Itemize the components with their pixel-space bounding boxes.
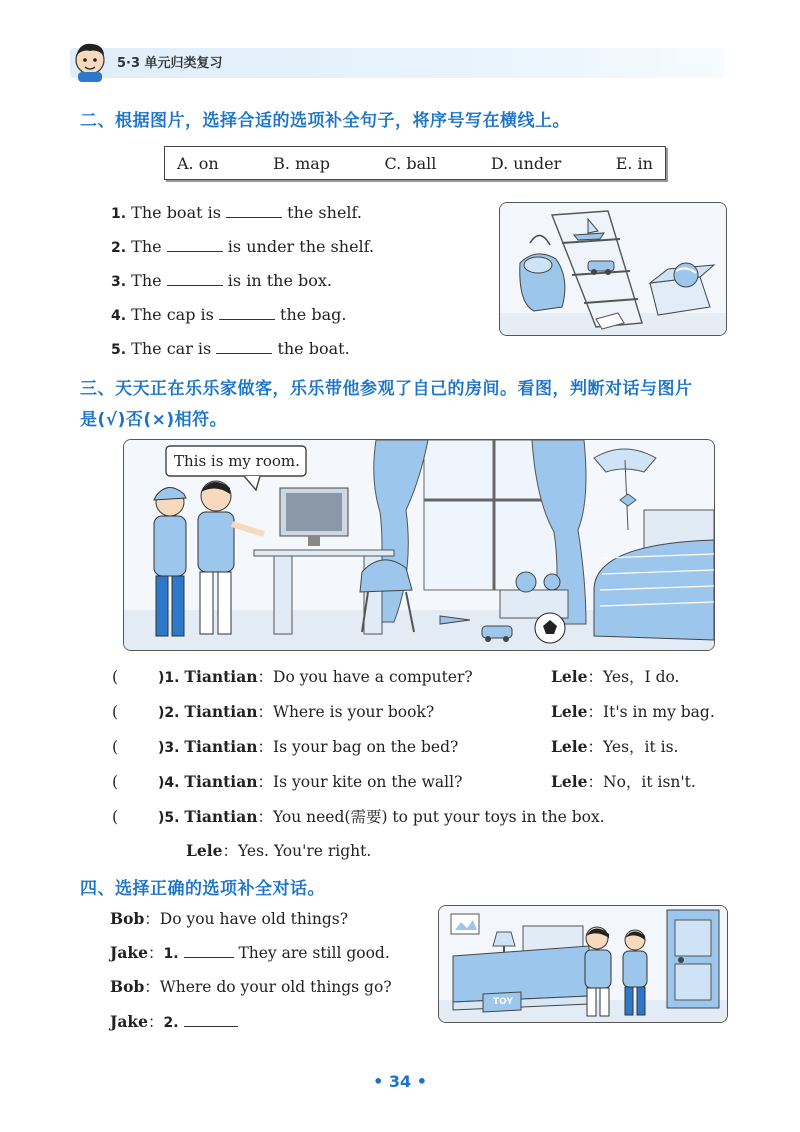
dialogue-line-2 [110, 941, 390, 963]
section-2-title: 二、根据图片，选择合适的选项补全句子，将序号写在横线上。 [80, 111, 570, 131]
question-5 [111, 339, 350, 358]
answer-blank[interactable] [219, 307, 275, 320]
student-avatar-icon [70, 40, 110, 82]
item-number: )1. [158, 670, 180, 686]
speaker-name: Lele [551, 702, 588, 721]
dialogue-text: ：Do you have a computer? [257, 668, 473, 686]
options-box [164, 146, 666, 180]
answer-blank[interactable] [167, 239, 223, 252]
question-number: 2. [111, 240, 127, 256]
speaker-name: Bob [110, 977, 145, 996]
page-number: • 34 • [373, 1072, 427, 1091]
question-number: 1. [111, 206, 127, 222]
reply-1 [551, 665, 680, 687]
reply-5 [186, 839, 371, 861]
shelf-illustration [500, 203, 726, 335]
speaker-name: Tiantian [184, 772, 258, 791]
option-a: A. on [177, 153, 219, 173]
reply-text: ：Yes. You're right. [222, 842, 372, 860]
question-number: 3. [111, 274, 127, 290]
item-number: )4. [158, 775, 180, 791]
answer-blank[interactable] [184, 945, 234, 958]
bedroom-illustration [439, 906, 727, 1022]
question-2 [111, 237, 374, 256]
option-e: E. in [615, 153, 653, 173]
speaker-name: Jake [110, 943, 148, 962]
speaker-name: Lele [186, 841, 223, 860]
speaker-name: Lele [551, 667, 588, 686]
toy-box-label: TOY [493, 997, 513, 1007]
answer-paren[interactable]: ( [112, 703, 119, 721]
question-4 [111, 305, 346, 324]
reply-text: ：No，it isn't. [587, 773, 696, 791]
reply-4 [551, 770, 696, 792]
dialogue-text: ：Where is your book? [257, 703, 435, 721]
unit-review-title: 5·3 单元归类复习 [117, 56, 223, 71]
dialogue-text: They are still good. [238, 944, 390, 962]
item-number: )5. [158, 810, 180, 826]
section-3-title-line1: 三、天天正在乐乐家做客，乐乐带他参观了自己的房间。看图，判断对话与图片 [80, 379, 693, 399]
question-text: The car is [131, 339, 212, 358]
shelf-picture [499, 202, 727, 336]
answer-blank[interactable] [184, 1014, 238, 1027]
dialogue-line-3 [110, 975, 392, 997]
answer-paren[interactable]: ( [112, 668, 119, 686]
reply-2 [551, 700, 715, 722]
judge-item-1 [112, 665, 473, 687]
question-text: is under the shelf. [227, 237, 375, 256]
section-3-title-line2: 是(√)否(×)相符。 [80, 410, 228, 430]
question-text: The [131, 271, 162, 290]
dialogue-text: ：Where do your old things go? [144, 978, 392, 996]
bedroom-picture [438, 905, 728, 1023]
dialogue-text: ：You need(需要) to put your toys in the box. [257, 808, 605, 826]
speaker-name: Lele [551, 772, 588, 791]
speaker-name: Lele [551, 737, 588, 756]
dialogue-text: ： [147, 944, 164, 962]
judge-item-3 [112, 735, 458, 757]
item-number: )2. [158, 705, 180, 721]
reply-text: ：Yes，it is. [587, 738, 679, 756]
answer-blank[interactable] [226, 205, 282, 218]
option-d: D. under [490, 153, 562, 173]
reply-text: ：Yes，I do. [587, 668, 680, 686]
section-4-title: 四、选择正确的选项补全对话。 [80, 879, 325, 899]
question-text: the bag. [280, 305, 347, 324]
speaker-name: Tiantian [184, 807, 258, 826]
dialogue-text: ：Is your kite on the wall? [257, 773, 463, 791]
answer-blank[interactable] [167, 273, 223, 286]
question-text: The [131, 237, 162, 256]
option-b: B. map [273, 153, 331, 173]
answer-paren[interactable]: ( [112, 738, 119, 756]
item-number: )3. [158, 740, 180, 756]
question-number: 5. [111, 342, 127, 358]
dialogue-text: ：Is your bag on the bed? [257, 738, 459, 756]
speaker-name: Jake [110, 1012, 148, 1031]
judge-item-4 [112, 770, 462, 792]
question-number: 4. [111, 308, 127, 324]
question-1 [111, 203, 362, 222]
question-text: the boat. [277, 339, 350, 358]
question-text: the shelf. [287, 203, 362, 222]
question-text: The cap is [131, 305, 214, 324]
question-3 [111, 271, 332, 290]
dialogue-line-1 [110, 907, 348, 929]
speech-bubble-text: This is my room. [174, 452, 300, 470]
reply-3 [551, 735, 678, 757]
option-c: C. ball [384, 153, 437, 173]
blank-number: 1. [163, 946, 179, 962]
reply-text: ：It's in my bag. [587, 703, 715, 721]
question-text: is in the box. [227, 271, 332, 290]
dialogue-line-4 [110, 1010, 238, 1032]
answer-paren[interactable]: ( [112, 808, 119, 826]
speaker-name: Tiantian [184, 702, 258, 721]
answer-blank[interactable] [216, 341, 272, 354]
question-text: The boat is [131, 203, 221, 222]
speaker-name: Tiantian [184, 667, 258, 686]
room-illustration [124, 440, 714, 650]
judge-item-2 [112, 700, 434, 722]
judge-item-5 [112, 805, 605, 827]
answer-paren[interactable]: ( [112, 773, 119, 791]
speaker-name: Bob [110, 909, 145, 928]
dialogue-text: ： [147, 1013, 164, 1031]
dialogue-text: ：Do you have old things? [144, 910, 349, 928]
speaker-name: Tiantian [184, 737, 258, 756]
room-picture [123, 439, 715, 651]
blank-number: 2. [163, 1015, 179, 1031]
